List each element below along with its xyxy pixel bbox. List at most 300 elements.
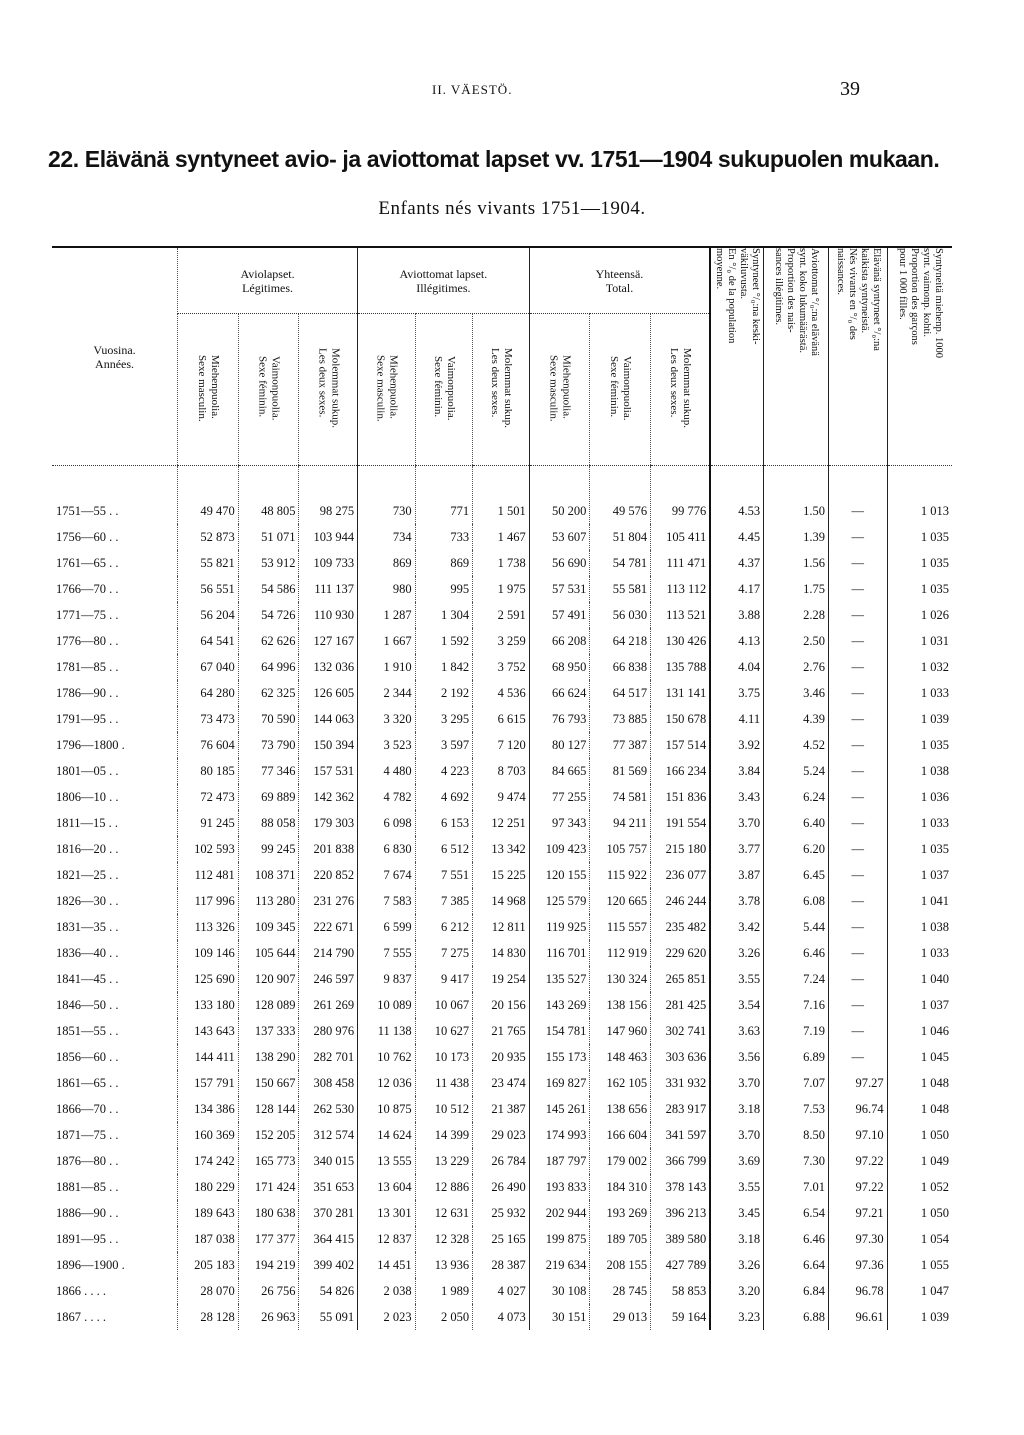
total-male: 202 944 (529, 1200, 590, 1226)
total-male: 53 607 (529, 524, 590, 550)
illegit-male: 12 036 (358, 1070, 416, 1096)
year-cell: 1871—75 . . (56, 1127, 119, 1142)
illegit-female: 10 173 (415, 1044, 473, 1070)
illegit-both: 25 932 (473, 1200, 530, 1226)
group-header-illegitimate (358, 248, 530, 314)
total-male: 97 343 (529, 810, 590, 836)
total-both: 265 851 (651, 966, 711, 992)
birth-rate: 3.63 (710, 1018, 763, 1044)
total-both: 111 471 (651, 550, 711, 576)
birth-rate: 3.54 (710, 992, 763, 1018)
total-male: 66 624 (529, 680, 590, 706)
subheader-female (415, 314, 473, 466)
legit-male: 28 070 (178, 1278, 239, 1304)
legit-female: 113 280 (238, 888, 299, 914)
live-birth-pct: — (828, 758, 887, 784)
sub-label-fr: Sexe féminin. (608, 355, 621, 417)
total-female: 74 581 (590, 784, 651, 810)
illegit-pct: 4.39 (764, 706, 829, 732)
live-birth-pct: — (828, 836, 887, 862)
legit-both: 312 574 (299, 1122, 358, 1148)
illegit-male: 6 830 (358, 836, 416, 862)
legit-female: 54 586 (238, 576, 299, 602)
total-female: 115 922 (590, 862, 651, 888)
illegit-female: 771 (415, 466, 473, 525)
illegit-both: 25 165 (473, 1226, 530, 1252)
total-both: 215 180 (651, 836, 711, 862)
birth-rate: 3.87 (710, 862, 763, 888)
live-birth-pct: 97.10 (828, 1122, 887, 1148)
birth-rate: 3.26 (710, 940, 763, 966)
subheader-both (473, 314, 530, 466)
legit-both: 55 091 (299, 1304, 358, 1330)
legit-male: 187 038 (178, 1226, 239, 1252)
birth-rate: 3.77 (710, 836, 763, 862)
legit-male: 134 386 (178, 1096, 239, 1122)
legit-female: 73 790 (238, 732, 299, 758)
illegit-female: 1 592 (415, 628, 473, 654)
illegit-both: 14 830 (473, 940, 530, 966)
subheader-both (651, 314, 711, 466)
birth-rate: 3.70 (710, 1070, 763, 1096)
total-both: 366 799 (651, 1148, 711, 1174)
illegit-female: 10 067 (415, 992, 473, 1018)
sub-label-fi: Vaimonpuolia. (621, 355, 634, 421)
legit-both: 308 458 (299, 1070, 358, 1096)
birth-rate: 3.43 (710, 784, 763, 810)
boys-per-1000-girls: 1 035 (887, 550, 952, 576)
illegit-pct: 1.50 (764, 466, 829, 525)
illegit-male: 11 138 (358, 1018, 416, 1044)
total-male: 57 491 (529, 602, 590, 628)
table-row (52, 732, 952, 758)
live-birth-pct: — (828, 1018, 887, 1044)
year-cell: 1766—70 . . (56, 581, 119, 596)
legit-female: 194 219 (238, 1252, 299, 1278)
illegit-male: 2 038 (358, 1278, 416, 1304)
header-line: sances illégitimes. (773, 248, 785, 325)
legit-male: 49 470 (178, 466, 239, 525)
table-row (52, 1070, 952, 1096)
table-row (52, 524, 952, 550)
illegit-male: 10 762 (358, 1044, 416, 1070)
legit-both: 340 015 (299, 1148, 358, 1174)
total-both: 378 143 (651, 1174, 711, 1200)
legit-both: 98 275 (299, 466, 358, 525)
year-cell: 1796—1800 . (56, 737, 125, 752)
illegit-male: 10 875 (358, 1096, 416, 1122)
legit-male: 133 180 (178, 992, 239, 1018)
total-male: 169 827 (529, 1070, 590, 1096)
live-birth-pct: — (828, 810, 887, 836)
legit-both: 179 303 (299, 810, 358, 836)
table-row (52, 550, 952, 576)
boys-per-1000-girls: 1 037 (887, 992, 952, 1018)
birth-rate: 3.55 (710, 1174, 763, 1200)
subheader-male (529, 314, 590, 466)
header-line: Elävänä syntyneet °/₀:na (870, 248, 882, 351)
illegit-male: 6 599 (358, 914, 416, 940)
total-female: 148 463 (590, 1044, 651, 1070)
illegit-male: 13 555 (358, 1148, 416, 1174)
legit-female: 108 371 (238, 862, 299, 888)
sub-label-fi: Miehenpuolia. (387, 354, 400, 419)
legit-both: 127 167 (299, 628, 358, 654)
birth-rate: 3.18 (710, 1226, 763, 1252)
illegit-both: 4 536 (473, 680, 530, 706)
illegit-both: 12 251 (473, 810, 530, 836)
legit-female: 77 346 (238, 758, 299, 784)
group-label-fr: Total. (605, 280, 634, 295)
boys-per-1000-girls: 1 033 (887, 810, 952, 836)
illegit-both: 8 703 (473, 758, 530, 784)
illegit-male: 12 837 (358, 1226, 416, 1252)
total-female: 66 838 (590, 654, 651, 680)
legit-male: 205 183 (178, 1252, 239, 1278)
total-female: 28 745 (590, 1278, 651, 1304)
boys-per-1000-girls: 1 050 (887, 1122, 952, 1148)
total-female: 193 269 (590, 1200, 651, 1226)
total-both: 396 213 (651, 1200, 711, 1226)
year-cell: 1826—30 . . (56, 893, 119, 908)
total-female: 54 781 (590, 550, 651, 576)
illegit-female: 9 417 (415, 966, 473, 992)
illegit-male: 3 523 (358, 732, 416, 758)
legit-both: 280 976 (299, 1018, 358, 1044)
year-cell: 1776—80 . . (56, 633, 119, 648)
table-row (52, 1174, 952, 1200)
live-birth-pct: — (828, 966, 887, 992)
legit-both: 126 605 (299, 680, 358, 706)
live-birth-pct: — (828, 706, 887, 732)
table-row (52, 628, 952, 654)
legit-male: 55 821 (178, 550, 239, 576)
illegit-female: 1 304 (415, 602, 473, 628)
birth-rate: 3.75 (710, 680, 763, 706)
illegit-both: 1 738 (473, 550, 530, 576)
total-both: 236 077 (651, 862, 711, 888)
year-header-fr: Années. (95, 356, 135, 371)
total-male: 154 781 (529, 1018, 590, 1044)
illegit-pct: 2.28 (764, 602, 829, 628)
illegit-both: 3 259 (473, 628, 530, 654)
total-female: 77 387 (590, 732, 651, 758)
illegit-male: 2 344 (358, 680, 416, 706)
total-both: 166 234 (651, 758, 711, 784)
total-both: 341 597 (651, 1122, 711, 1148)
group-label-fr: Illégitimes. (416, 280, 471, 295)
legit-female: 62 626 (238, 628, 299, 654)
legit-male: 174 242 (178, 1148, 239, 1174)
table-row (52, 966, 952, 992)
illegit-female: 7 275 (415, 940, 473, 966)
header-line: pour 1 000 filles. (896, 248, 908, 320)
live-birth-pct: — (828, 466, 887, 525)
total-both: 58 853 (651, 1278, 711, 1304)
year-cell: 1876—80 . . (56, 1153, 119, 1168)
illegit-male: 730 (358, 466, 416, 525)
table-row (52, 836, 952, 862)
page-number: 39 (840, 78, 860, 100)
illegit-pct: 6.84 (764, 1278, 829, 1304)
legit-male: 56 204 (178, 602, 239, 628)
total-male: 77 255 (529, 784, 590, 810)
total-female: 189 705 (590, 1226, 651, 1252)
illegit-female: 10 627 (415, 1018, 473, 1044)
illegit-both: 4 027 (473, 1278, 530, 1304)
boys-per-1000-girls: 1 032 (887, 654, 952, 680)
year-cell: 1821—25 . . (56, 867, 119, 882)
live-birth-pct: — (828, 992, 887, 1018)
illegit-pct: 6.54 (764, 1200, 829, 1226)
total-both: 151 836 (651, 784, 711, 810)
total-male: 125 579 (529, 888, 590, 914)
year-cell: 1831—35 . . (56, 919, 119, 934)
boys-per-1000-girls: 1 035 (887, 576, 952, 602)
illegit-pct: 3.46 (764, 680, 829, 706)
legit-both: 150 394 (299, 732, 358, 758)
header-line: kaikista syntyneistä. (858, 248, 870, 334)
total-female: 115 557 (590, 914, 651, 940)
illegit-pct: 6.08 (764, 888, 829, 914)
total-female: 147 960 (590, 1018, 651, 1044)
illegit-pct: 6.24 (764, 784, 829, 810)
legit-male: 56 551 (178, 576, 239, 602)
illegit-male: 1 667 (358, 628, 416, 654)
birth-rate: 3.56 (710, 1044, 763, 1070)
header-line: Nés vivants en °/₀ des (846, 248, 858, 340)
legit-male: 112 481 (178, 862, 239, 888)
legit-both: 262 530 (299, 1096, 358, 1122)
table-row (52, 810, 952, 836)
illegit-pct: 6.46 (764, 1226, 829, 1252)
illegit-female: 12 631 (415, 1200, 473, 1226)
illegit-pct: 4.52 (764, 732, 829, 758)
year-cell: 1761—65 . . (56, 555, 119, 570)
total-female: 49 576 (590, 466, 651, 525)
legit-male: 144 411 (178, 1044, 239, 1070)
year-cell: 1856—60 . . (56, 1049, 119, 1064)
legit-both: 220 852 (299, 862, 358, 888)
total-female: 56 030 (590, 602, 651, 628)
total-female: 81 569 (590, 758, 651, 784)
year-cell: 1861—65 . . (56, 1075, 119, 1090)
total-both: 229 620 (651, 940, 711, 966)
live-birth-pct: — (828, 784, 887, 810)
subheader-male (358, 314, 416, 466)
legit-both: 222 671 (299, 914, 358, 940)
illegit-pct: 7.07 (764, 1070, 829, 1096)
total-female: 138 656 (590, 1096, 651, 1122)
table-row (52, 1096, 952, 1122)
total-male: 56 690 (529, 550, 590, 576)
total-both: 105 411 (651, 524, 711, 550)
live-birth-pct: 96.78 (828, 1278, 887, 1304)
subheader-male (178, 314, 239, 466)
live-birth-pct: — (828, 602, 887, 628)
live-birth-pct: — (828, 732, 887, 758)
group-header-total (529, 248, 710, 314)
legit-male: 109 146 (178, 940, 239, 966)
table-row (52, 784, 952, 810)
illegit-female: 3 597 (415, 732, 473, 758)
header-sex-ratio (887, 248, 952, 466)
boys-per-1000-girls: 1 055 (887, 1252, 952, 1278)
boys-per-1000-girls: 1 038 (887, 758, 952, 784)
illegit-female: 869 (415, 550, 473, 576)
total-both: 157 514 (651, 732, 711, 758)
illegit-both: 15 225 (473, 862, 530, 888)
illegit-female: 7 551 (415, 862, 473, 888)
subheader-female (238, 314, 299, 466)
illegit-pct: 7.24 (764, 966, 829, 992)
legit-both: 282 701 (299, 1044, 358, 1070)
total-male: 76 793 (529, 706, 590, 732)
year-cell: 1891—95 . . (56, 1231, 119, 1246)
year-cell: 1896—1900 . (56, 1257, 125, 1272)
table-row (52, 862, 952, 888)
legit-female: 150 667 (238, 1070, 299, 1096)
live-birth-pct: — (828, 654, 887, 680)
legit-both: 142 362 (299, 784, 358, 810)
running-head (0, 78, 1024, 102)
legit-male: 64 280 (178, 680, 239, 706)
live-birth-pct: — (828, 862, 887, 888)
table-title: 22. Elävänä syntyneet avio- ja aviottomat lapset vv. 1751—1904 sukupuolen mukaan. (48, 146, 940, 172)
birth-rate: 4.04 (710, 654, 763, 680)
birth-rate: 4.37 (710, 550, 763, 576)
legit-female: 54 726 (238, 602, 299, 628)
total-male: 30 151 (529, 1304, 590, 1330)
illegit-both: 6 615 (473, 706, 530, 732)
illegit-female: 12 886 (415, 1174, 473, 1200)
illegit-male: 10 089 (358, 992, 416, 1018)
live-birth-pct: 97.21 (828, 1200, 887, 1226)
table-row (52, 992, 952, 1018)
total-male: 80 127 (529, 732, 590, 758)
illegit-both: 2 591 (473, 602, 530, 628)
illegit-female: 995 (415, 576, 473, 602)
legit-female: 48 805 (238, 466, 299, 525)
total-female: 120 665 (590, 888, 651, 914)
total-both: 135 788 (651, 654, 711, 680)
legit-male: 28 128 (178, 1304, 239, 1330)
total-female: 184 310 (590, 1174, 651, 1200)
sub-label-fr: Les deux sexes. (316, 347, 329, 418)
table-row (52, 1044, 952, 1070)
table-row (52, 1200, 952, 1226)
table-row (52, 602, 952, 628)
live-birth-pct: — (828, 628, 887, 654)
total-male: 155 173 (529, 1044, 590, 1070)
section-label: II. VÄESTÖ. (432, 82, 513, 97)
legit-female: 64 996 (238, 654, 299, 680)
total-male: 57 531 (529, 576, 590, 602)
legit-female: 109 345 (238, 914, 299, 940)
illegit-female: 4 692 (415, 784, 473, 810)
illegit-both: 13 342 (473, 836, 530, 862)
live-birth-pct: 96.74 (828, 1096, 887, 1122)
year-column-header (52, 248, 178, 466)
live-birth-pct: 97.36 (828, 1252, 887, 1278)
birth-rate: 3.92 (710, 732, 763, 758)
illegit-both: 23 474 (473, 1070, 530, 1096)
boys-per-1000-girls: 1 035 (887, 524, 952, 550)
illegit-pct: 6.20 (764, 836, 829, 862)
header-line: synt. vaimonp. kohti. (920, 248, 932, 337)
illegit-male: 14 451 (358, 1252, 416, 1278)
illegit-female: 1 842 (415, 654, 473, 680)
illegit-pct: 7.16 (764, 992, 829, 1018)
live-birth-pct: — (828, 524, 887, 550)
header-line: moyenne. (714, 248, 726, 290)
live-birth-pct: — (828, 680, 887, 706)
illegit-female: 7 385 (415, 888, 473, 914)
total-both: 235 482 (651, 914, 711, 940)
illegit-pct: 1.39 (764, 524, 829, 550)
illegit-female: 13 936 (415, 1252, 473, 1278)
total-female: 130 324 (590, 966, 651, 992)
legit-female: 120 907 (238, 966, 299, 992)
legit-male: 76 604 (178, 732, 239, 758)
illegit-male: 4 480 (358, 758, 416, 784)
table-row (52, 1278, 952, 1304)
table-row (52, 654, 952, 680)
illegit-female: 11 438 (415, 1070, 473, 1096)
live-birth-pct: — (828, 1044, 887, 1070)
boys-per-1000-girls: 1 035 (887, 732, 952, 758)
boys-per-1000-girls: 1 049 (887, 1148, 952, 1174)
sub-label-fr: Sexe masculin. (547, 354, 560, 422)
header-line: Syntyneet °/₀:na keski- (750, 248, 762, 345)
total-male: 193 833 (529, 1174, 590, 1200)
illegit-pct: 6.40 (764, 810, 829, 836)
boys-per-1000-girls: 1 054 (887, 1226, 952, 1252)
boys-per-1000-girls: 1 046 (887, 1018, 952, 1044)
live-birth-pct: — (828, 888, 887, 914)
live-birth-pct: 97.22 (828, 1148, 887, 1174)
birth-rate: 3.42 (710, 914, 763, 940)
illegit-pct: 5.24 (764, 758, 829, 784)
total-male: 68 950 (529, 654, 590, 680)
total-both: 113 521 (651, 602, 711, 628)
boys-per-1000-girls: 1 052 (887, 1174, 952, 1200)
total-both: 150 678 (651, 706, 711, 732)
boys-per-1000-girls: 1 013 (887, 466, 952, 525)
total-female: 166 604 (590, 1122, 651, 1148)
birth-rate: 3.78 (710, 888, 763, 914)
birth-rate: 4.45 (710, 524, 763, 550)
live-birth-pct: — (828, 576, 887, 602)
total-male: 145 261 (529, 1096, 590, 1122)
birth-rate: 3.55 (710, 966, 763, 992)
legit-male: 143 643 (178, 1018, 239, 1044)
total-male: 143 269 (529, 992, 590, 1018)
illegit-both: 12 811 (473, 914, 530, 940)
live-birth-pct: 97.22 (828, 1174, 887, 1200)
year-cell: 1806—10 . . (56, 789, 119, 804)
birth-rate: 4.11 (710, 706, 763, 732)
legit-both: 111 137 (299, 576, 358, 602)
sub-label-fi: Vaimonpuolia. (269, 355, 282, 421)
year-cell: 1836—40 . . (56, 945, 119, 960)
total-female: 112 919 (590, 940, 651, 966)
boys-per-1000-girls: 1 035 (887, 836, 952, 862)
legit-male: 117 996 (178, 888, 239, 914)
legit-female: 99 245 (238, 836, 299, 862)
illegit-male: 1 287 (358, 602, 416, 628)
sub-label-fr: Sexe féminin. (256, 355, 269, 417)
